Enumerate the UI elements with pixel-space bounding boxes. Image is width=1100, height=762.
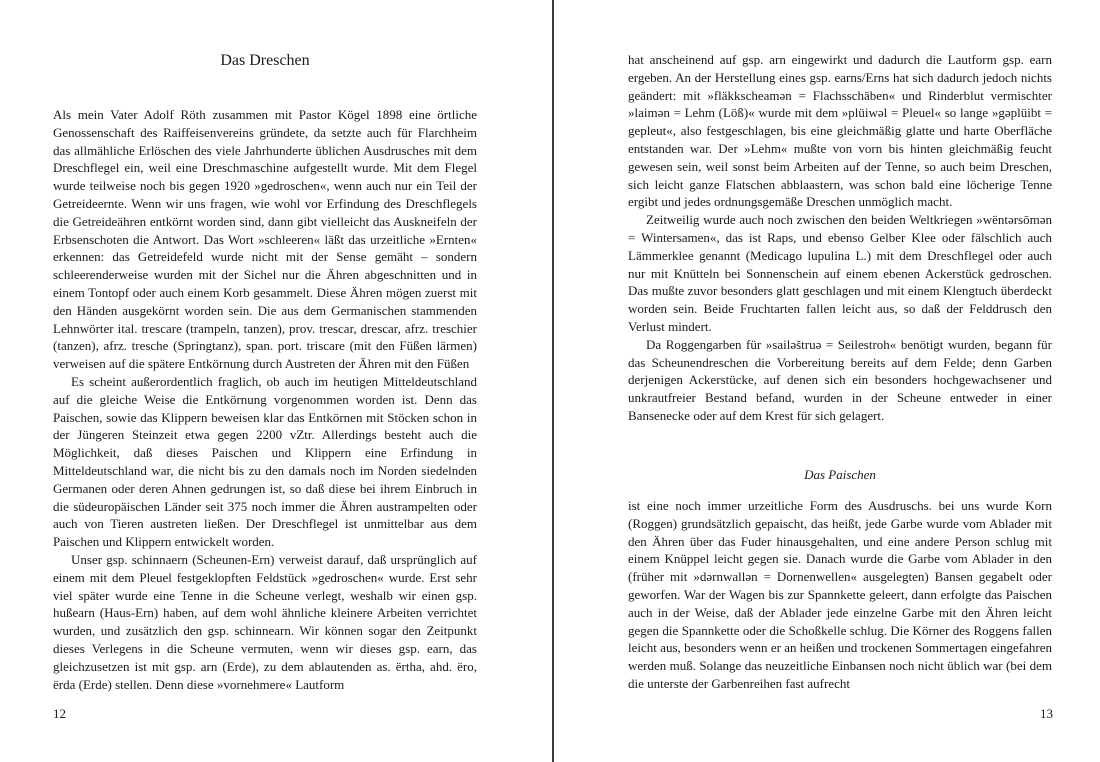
left-page-body xyxy=(53,106,477,693)
paragraph: Zeitweilig wurde auch noch zwischen den beiden Weltkriegen »wëntərsōmən = Wintersamen«, das ist Raps, und ebenso Gelber Klee oder fälschlich auch Lämmerklee genannt (Medicago lupulina L.) mit dem Dreschflegel oder auch nur mit Knütteln bei Sonnenschein auf einem ebenen Ackerstück gedroschen. Das mußte zuvor besonders glatt geschlagen und mit einem Klengtuch überdeckt worden sein. Beide Fruchtarten fallen leicht aus, so daß der Felddrusch den Verlust mindert. xyxy=(628,212,1052,334)
paragraph: Als mein Vater Adolf Röth zusammen mit Pastor Kögel 1898 eine örtliche Genossenschaft des Raiffeisenvereins gründete, da setzte auch für Flarchheim das allmähliche Erlöschen des viele Jahrhunderte üblichen Ausdrusches mit dem Dreschflegel ein, weil eine Dreschmaschine aufgestellt wurde. Mit dem Flegel wurde teilweise noch bis gegen 1920 »gedroschen«, wenn auch nur ein Teil der Getreideernte. Wenn wir uns fragen, wie wohl vor Erfindung des Dreschflegels die Getreideähren entkörnt worden sind, dann gibt vielleicht das Auskneifeln der Erbsenschoten die Antwort. Das Wort »schleeren« läßt das urzeitliche »Ernten« erkennen: das Getreidefeld wurde nicht mit der Sense gemäht – sondern schleerenderweise wurden mit der Sichel nur die Ähren abgeschnitten und in einem Tontopf oder auch einem Korb gesammelt. Diese Ähren mögen zuerst mit den Händen ausgekörnt worden sein. Die aus dem Germanischen stammenden Lehnwörter ital. trescare (trampeln, tanzen), prov. trescar, drescar, afrz. treschier (tanzen), afrz. tresche (Springtanz), span. port. triscare (mit den Füßen lärmen) verweisen auf die spätere Entkörnung durch Austreten der Ähren mit den Füßen xyxy=(53,107,477,372)
book-gutter xyxy=(552,0,554,762)
right-page xyxy=(556,0,1100,762)
right-page-body-top xyxy=(628,51,1052,425)
paragraph: ist eine noch immer urzeitliche Form des Ausdruschs. bei uns wurde Korn (Roggen) grundsätzlich gepaischt, das heißt, jede Garbe wurde vom Ablader mit den Ähren über das Fuder hinausgehalten, und eine andere Person schlug mit einem Knüppel leicht gegen sie. Danach wurde die Garbe vom Ablader in den (früher mit »dərnwallən = Dornenwellen« ausgelegten) Bansen gegabelt oder geworfen. War der Wagen bis zur Spannkette geleert, dann erfolgte das Paischen auch in der Weise, daß der Ablader jede einzelne Garbe mit den Ähren leicht gegen die Spannkette oder die Schoßkelle schlug. Die Körner des Roggens fallen leicht aus, besonders wenn er an heißen und trockenen Sommertagen eingefahren werden muß. Solange das neuzeitliche Einbansen noch nicht üblich war (bei dem die unterste der Garbenreihen fast aufrecht xyxy=(628,498,1052,691)
paragraph: Da Roggengarben für »sailəštruə = Seilestroh« benötigt wurden, begann für das Scheunendreschen die Vorbereitung bereits auf dem Felde; denn Garben derjenigen Ackerstücke, auf denen sich ein besonders hochgewachsener und unkrautfreier Bestand befand, wurden in der Scheune entweder in einer Bansenecke oder auf dem Krest für sich gelagert. xyxy=(628,336,1052,423)
paragraph: Unser gsp. schinnaern (Scheunen-Ern) verweist darauf, daß ursprünglich auf einem mit dem Pleuel festgeklopften Feldstück »gedroschen« wurde. Erst sehr viel später wurde eine Tenne in die Scheune verlegt, weshalb wir einen gsp. hußearn (Haus-Ern) haben, auf dem wohl ähnliche kleinere Arbeiten verrichtet wurden, und zusätzlich den gsp. schinnearn. Wir können sogar den Zeitpunkt dieses Verlegens in die Scheune vermuten, wenn wir dieses gsp. earn, das gleichzusetzen ist mit gsp. arn (Erde), zu dem ablautenden as. ërtha, ahd. ëro, ërda (Erde) stellen. Denn diese »vornehmere« Lautform xyxy=(53,551,477,692)
paragraph: hat anscheinend auf gsp. arn eingewirkt und dadurch die Lautform gsp. earn ergeben. An der Herstellung eines gsp. earns/Erns hat sich dadurch jedoch nichts geändert: mit »fläkkscheamən = Flachsschäben« und Rinderblut vermischter »laimən = Lehm (Löß)« wurde mit dem »plüiwəl = Pleuel« so lange »gəplüibt = gepleut«, also festgeschlagen, bis eine gleichmäßig glatte und harte Oberfläche entstanden war. Der »Lehm« mußte von vorn bis hinten gleichmäßig feucht gewesen sein, weil sonst beim Arbeiten auf der Tenne, so auch beim Dreschen, sich leicht ganze Flatschen abblaastern, was schon bald eine löcherige Tenne ergibt und jedes ordnungsgemäße Dreschen unmöglich macht. xyxy=(628,52,1052,210)
section-subheading: Das Paischen xyxy=(804,467,876,482)
page-number-right: 13 xyxy=(1040,706,1053,721)
chapter-title: Das Dreschen xyxy=(220,52,310,69)
right-page-body-bottom xyxy=(628,497,1052,693)
paragraph: Es scheint außerordentlich fraglich, ob auch im heutigen Mitteldeutschland auf die gleiche Weise die Entkörnung vorgenommen worden ist. Denn das Paischen, sowie das Klippern beweisen klar das Entkörnen mit Stöcken schon in der Jüngeren Steinzeit etwa gegen 2200 vZtr. Allerdings besteht auch die Möglichkeit, daß dieses Paischen und Klippern eine Erfindung in Mitteldeutschland war, die nicht bis zu den damals noch im Norden siedelnden Germanen oder deren Ahnen gedrungen ist, so daß diese bei ihrem Einbruch in die südeuropäischen Länder seit 375 noch immer die Ähren austrampelten oder auch von Tieren austreten ließen. Der Dreschflegel ist unmittelbar aus dem Paischen und Klippern entwickelt worden. xyxy=(53,373,477,550)
page-number-left: 12 xyxy=(53,706,66,721)
